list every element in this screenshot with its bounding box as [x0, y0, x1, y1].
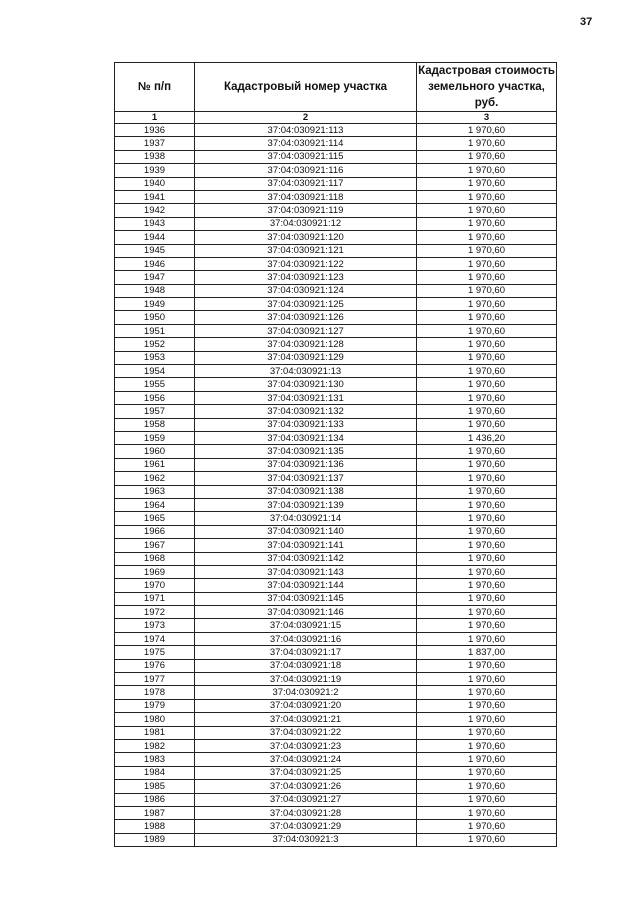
cell-index: 1970	[115, 579, 195, 592]
cell-index: 1977	[115, 673, 195, 686]
cell-cadastral-value: 1 970,60	[417, 713, 557, 726]
cell-cadastral-value: 1 970,60	[417, 351, 557, 364]
header-cadastral-number: Кадастровый номер участка	[195, 63, 417, 112]
cell-cadastral-number: 37:04:030921:20	[195, 699, 417, 712]
cell-index: 1943	[115, 217, 195, 230]
table-row	[115, 231, 557, 244]
cell-index: 1981	[115, 726, 195, 739]
cell-index: 1946	[115, 257, 195, 270]
table-row	[115, 592, 557, 605]
table-row	[115, 391, 557, 404]
cell-index: 1973	[115, 619, 195, 632]
table-row	[115, 619, 557, 632]
cell-cadastral-number: 37:04:030921:114	[195, 137, 417, 150]
cell-cadastral-number: 37:04:030921:122	[195, 257, 417, 270]
column-number: 1	[115, 112, 195, 124]
table-row	[115, 498, 557, 511]
cell-cadastral-value: 1 970,60	[417, 378, 557, 391]
cell-cadastral-number: 37:04:030921:134	[195, 431, 417, 444]
cell-cadastral-value: 1 970,60	[417, 271, 557, 284]
table-row	[115, 365, 557, 378]
cell-index: 1945	[115, 244, 195, 257]
table-row	[115, 820, 557, 833]
table-row	[115, 244, 557, 257]
table-row	[115, 739, 557, 752]
cell-index: 1940	[115, 177, 195, 190]
cell-cadastral-number: 37:04:030921:123	[195, 271, 417, 284]
cell-cadastral-value: 1 970,60	[417, 833, 557, 846]
cell-cadastral-number: 37:04:030921:140	[195, 525, 417, 538]
cell-cadastral-value: 1 970,60	[417, 525, 557, 538]
cell-cadastral-value: 1 970,60	[417, 673, 557, 686]
table-row	[115, 552, 557, 565]
cell-cadastral-value: 1 970,60	[417, 190, 557, 203]
cell-index: 1953	[115, 351, 195, 364]
cell-index: 1962	[115, 472, 195, 485]
cell-cadastral-value: 1 970,60	[417, 793, 557, 806]
cell-cadastral-number: 37:04:030921:125	[195, 298, 417, 311]
cell-index: 1942	[115, 204, 195, 217]
cell-cadastral-number: 37:04:030921:144	[195, 579, 417, 592]
cell-index: 1971	[115, 592, 195, 605]
table-row	[115, 659, 557, 672]
cell-cadastral-number: 37:04:030921:136	[195, 458, 417, 471]
cell-index: 1947	[115, 271, 195, 284]
cell-cadastral-value: 1 837,00	[417, 646, 557, 659]
table-row	[115, 686, 557, 699]
table-row	[115, 753, 557, 766]
table-row	[115, 525, 557, 538]
cell-index: 1965	[115, 512, 195, 525]
table-row	[115, 137, 557, 150]
cell-cadastral-value: 1 970,60	[417, 766, 557, 779]
cell-cadastral-number: 37:04:030921:132	[195, 405, 417, 418]
cell-index: 1979	[115, 699, 195, 712]
cell-cadastral-value: 1 970,60	[417, 699, 557, 712]
cell-cadastral-number: 37:04:030921:17	[195, 646, 417, 659]
cell-index: 1952	[115, 338, 195, 351]
cell-index: 1976	[115, 659, 195, 672]
cell-cadastral-number: 37:04:030921:19	[195, 673, 417, 686]
table-row	[115, 405, 557, 418]
column-numbering-row	[115, 112, 557, 124]
table-row	[115, 271, 557, 284]
cell-index: 1966	[115, 525, 195, 538]
cell-cadastral-number: 37:04:030921:133	[195, 418, 417, 431]
cell-index: 1972	[115, 606, 195, 619]
cell-index: 1963	[115, 485, 195, 498]
cell-index: 1959	[115, 431, 195, 444]
cell-cadastral-value: 1 970,60	[417, 204, 557, 217]
cell-index: 1936	[115, 124, 195, 137]
table-row	[115, 204, 557, 217]
cell-cadastral-number: 37:04:030921:128	[195, 338, 417, 351]
cell-cadastral-number: 37:04:030921:141	[195, 539, 417, 552]
cell-cadastral-number: 37:04:030921:26	[195, 780, 417, 793]
cell-index: 1960	[115, 445, 195, 458]
cell-cadastral-number: 37:04:030921:115	[195, 150, 417, 163]
table-row	[115, 726, 557, 739]
cell-cadastral-value: 1 970,60	[417, 753, 557, 766]
cell-cadastral-number: 37:04:030921:13	[195, 365, 417, 378]
cell-cadastral-number: 37:04:030921:118	[195, 190, 417, 203]
cell-cadastral-value: 1 970,60	[417, 124, 557, 137]
cell-cadastral-number: 37:04:030921:24	[195, 753, 417, 766]
table-row	[115, 793, 557, 806]
cell-cadastral-number: 37:04:030921:18	[195, 659, 417, 672]
cell-cadastral-number: 37:04:030921:23	[195, 739, 417, 752]
table-row	[115, 418, 557, 431]
cell-cadastral-value: 1 970,60	[417, 726, 557, 739]
cell-cadastral-value: 1 970,60	[417, 659, 557, 672]
cell-index: 1944	[115, 231, 195, 244]
cell-cadastral-value: 1 970,60	[417, 338, 557, 351]
cell-index: 1955	[115, 378, 195, 391]
cell-cadastral-number: 37:04:030921:15	[195, 619, 417, 632]
cell-cadastral-value: 1 970,60	[417, 217, 557, 230]
table-row	[115, 806, 557, 819]
cell-index: 1939	[115, 164, 195, 177]
cell-cadastral-number: 37:04:030921:127	[195, 324, 417, 337]
table-row	[115, 217, 557, 230]
cell-cadastral-number: 37:04:030921:25	[195, 766, 417, 779]
cell-cadastral-value: 1 970,60	[417, 619, 557, 632]
cell-cadastral-value: 1 970,60	[417, 418, 557, 431]
cell-cadastral-number: 37:04:030921:130	[195, 378, 417, 391]
table-row	[115, 124, 557, 137]
table-row	[115, 190, 557, 203]
cell-cadastral-value: 1 970,60	[417, 177, 557, 190]
table-row	[115, 284, 557, 297]
cell-cadastral-value: 1 970,60	[417, 244, 557, 257]
cell-index: 1968	[115, 552, 195, 565]
cell-cadastral-number: 37:04:030921:113	[195, 124, 417, 137]
cell-cadastral-value: 1 970,60	[417, 231, 557, 244]
cell-index: 1985	[115, 780, 195, 793]
cell-cadastral-value: 1 970,60	[417, 405, 557, 418]
cell-cadastral-number: 37:04:030921:3	[195, 833, 417, 846]
cell-index: 1974	[115, 632, 195, 645]
cell-cadastral-value: 1 970,60	[417, 739, 557, 752]
cell-cadastral-value: 1 970,60	[417, 780, 557, 793]
cell-index: 1949	[115, 298, 195, 311]
cell-cadastral-value: 1 970,60	[417, 606, 557, 619]
table-row	[115, 458, 557, 471]
cell-cadastral-value: 1 970,60	[417, 311, 557, 324]
cell-cadastral-number: 37:04:030921:22	[195, 726, 417, 739]
table-row	[115, 673, 557, 686]
cell-cadastral-number: 37:04:030921:2	[195, 686, 417, 699]
column-number: 2	[195, 112, 417, 124]
cell-cadastral-number: 37:04:030921:129	[195, 351, 417, 364]
cell-index: 1950	[115, 311, 195, 324]
cell-cadastral-value: 1 970,60	[417, 137, 557, 150]
cell-cadastral-number: 37:04:030921:29	[195, 820, 417, 833]
cell-cadastral-value: 1 970,60	[417, 150, 557, 163]
table-row	[115, 606, 557, 619]
cell-cadastral-number: 37:04:030921:21	[195, 713, 417, 726]
cell-cadastral-number: 37:04:030921:145	[195, 592, 417, 605]
cell-index: 1984	[115, 766, 195, 779]
cell-cadastral-value: 1 970,60	[417, 298, 557, 311]
table-row	[115, 713, 557, 726]
table-row	[115, 646, 557, 659]
cell-cadastral-number: 37:04:030921:146	[195, 606, 417, 619]
header-index: № п/п	[115, 63, 195, 112]
header-cadastral-value-text: Кадастровая стоимость земельного участка, руб.	[418, 65, 555, 109]
table-row	[115, 539, 557, 552]
cell-index: 1989	[115, 833, 195, 846]
table-row	[115, 177, 557, 190]
column-number: 3	[417, 112, 557, 124]
table-row	[115, 699, 557, 712]
table-header	[115, 63, 557, 112]
table-row	[115, 298, 557, 311]
cell-cadastral-number: 37:04:030921:143	[195, 565, 417, 578]
cell-cadastral-number: 37:04:030921:142	[195, 552, 417, 565]
table-body	[115, 112, 557, 847]
cell-index: 1982	[115, 739, 195, 752]
cell-cadastral-number: 37:04:030921:12	[195, 217, 417, 230]
cell-cadastral-number: 37:04:030921:119	[195, 204, 417, 217]
table-row	[115, 780, 557, 793]
table-row	[115, 338, 557, 351]
cell-index: 1957	[115, 405, 195, 418]
table-row	[115, 833, 557, 846]
cell-index: 1961	[115, 458, 195, 471]
cell-index: 1948	[115, 284, 195, 297]
cell-index: 1978	[115, 686, 195, 699]
table-row	[115, 431, 557, 444]
table-row	[115, 632, 557, 645]
cell-cadastral-number: 37:04:030921:120	[195, 231, 417, 244]
cell-cadastral-number: 37:04:030921:14	[195, 512, 417, 525]
cell-cadastral-number: 37:04:030921:121	[195, 244, 417, 257]
cell-cadastral-number: 37:04:030921:131	[195, 391, 417, 404]
table-row	[115, 565, 557, 578]
cell-index: 1937	[115, 137, 195, 150]
cell-cadastral-value: 1 970,60	[417, 552, 557, 565]
table-row	[115, 257, 557, 270]
cell-cadastral-value: 1 970,60	[417, 498, 557, 511]
table-row	[115, 150, 557, 163]
cell-index: 1983	[115, 753, 195, 766]
cell-cadastral-value: 1 970,60	[417, 257, 557, 270]
cell-cadastral-number: 37:04:030921:124	[195, 284, 417, 297]
cell-cadastral-number: 37:04:030921:135	[195, 445, 417, 458]
table-row	[115, 472, 557, 485]
cell-index: 1938	[115, 150, 195, 163]
cell-cadastral-value: 1 970,60	[417, 391, 557, 404]
page-number: 37	[580, 16, 593, 28]
table-row	[115, 324, 557, 337]
cell-cadastral-value: 1 436,20	[417, 431, 557, 444]
cell-cadastral-value: 1 970,60	[417, 632, 557, 645]
table-row	[115, 766, 557, 779]
cell-cadastral-value: 1 970,60	[417, 164, 557, 177]
cell-index: 1986	[115, 793, 195, 806]
cell-cadastral-value: 1 970,60	[417, 579, 557, 592]
cell-index: 1975	[115, 646, 195, 659]
table-row	[115, 485, 557, 498]
cell-index: 1987	[115, 806, 195, 819]
cell-cadastral-value: 1 970,60	[417, 806, 557, 819]
cell-index: 1988	[115, 820, 195, 833]
table-row	[115, 512, 557, 525]
cell-cadastral-value: 1 970,60	[417, 458, 557, 471]
cell-cadastral-value: 1 970,60	[417, 324, 557, 337]
cell-cadastral-value: 1 970,60	[417, 592, 557, 605]
cell-cadastral-value: 1 970,60	[417, 686, 557, 699]
cell-index: 1954	[115, 365, 195, 378]
cell-cadastral-value: 1 970,60	[417, 284, 557, 297]
cell-cadastral-number: 37:04:030921:117	[195, 177, 417, 190]
cell-cadastral-value: 1 970,60	[417, 820, 557, 833]
cell-index: 1941	[115, 190, 195, 203]
cell-cadastral-number: 37:04:030921:27	[195, 793, 417, 806]
cell-cadastral-value: 1 970,60	[417, 565, 557, 578]
cell-index: 1969	[115, 565, 195, 578]
cell-cadastral-number: 37:04:030921:116	[195, 164, 417, 177]
cell-cadastral-number: 37:04:030921:16	[195, 632, 417, 645]
table-row	[115, 351, 557, 364]
table-row	[115, 445, 557, 458]
cell-cadastral-number: 37:04:030921:137	[195, 472, 417, 485]
cell-index: 1951	[115, 324, 195, 337]
cell-cadastral-value: 1 970,60	[417, 539, 557, 552]
cell-cadastral-value: 1 970,60	[417, 485, 557, 498]
cell-cadastral-value: 1 970,60	[417, 445, 557, 458]
cell-cadastral-number: 37:04:030921:138	[195, 485, 417, 498]
table-row	[115, 579, 557, 592]
cell-index: 1958	[115, 418, 195, 431]
header-cadastral-value	[417, 63, 557, 112]
cell-cadastral-value: 1 970,60	[417, 365, 557, 378]
cadastral-table	[114, 62, 557, 847]
cell-cadastral-number: 37:04:030921:126	[195, 311, 417, 324]
table-row	[115, 378, 557, 391]
table-row	[115, 164, 557, 177]
cell-index: 1980	[115, 713, 195, 726]
cell-index: 1964	[115, 498, 195, 511]
cell-cadastral-value: 1 970,60	[417, 472, 557, 485]
cell-index: 1967	[115, 539, 195, 552]
cell-cadastral-value: 1 970,60	[417, 512, 557, 525]
cell-cadastral-number: 37:04:030921:28	[195, 806, 417, 819]
cell-index: 1956	[115, 391, 195, 404]
table-row	[115, 311, 557, 324]
cell-cadastral-number: 37:04:030921:139	[195, 498, 417, 511]
